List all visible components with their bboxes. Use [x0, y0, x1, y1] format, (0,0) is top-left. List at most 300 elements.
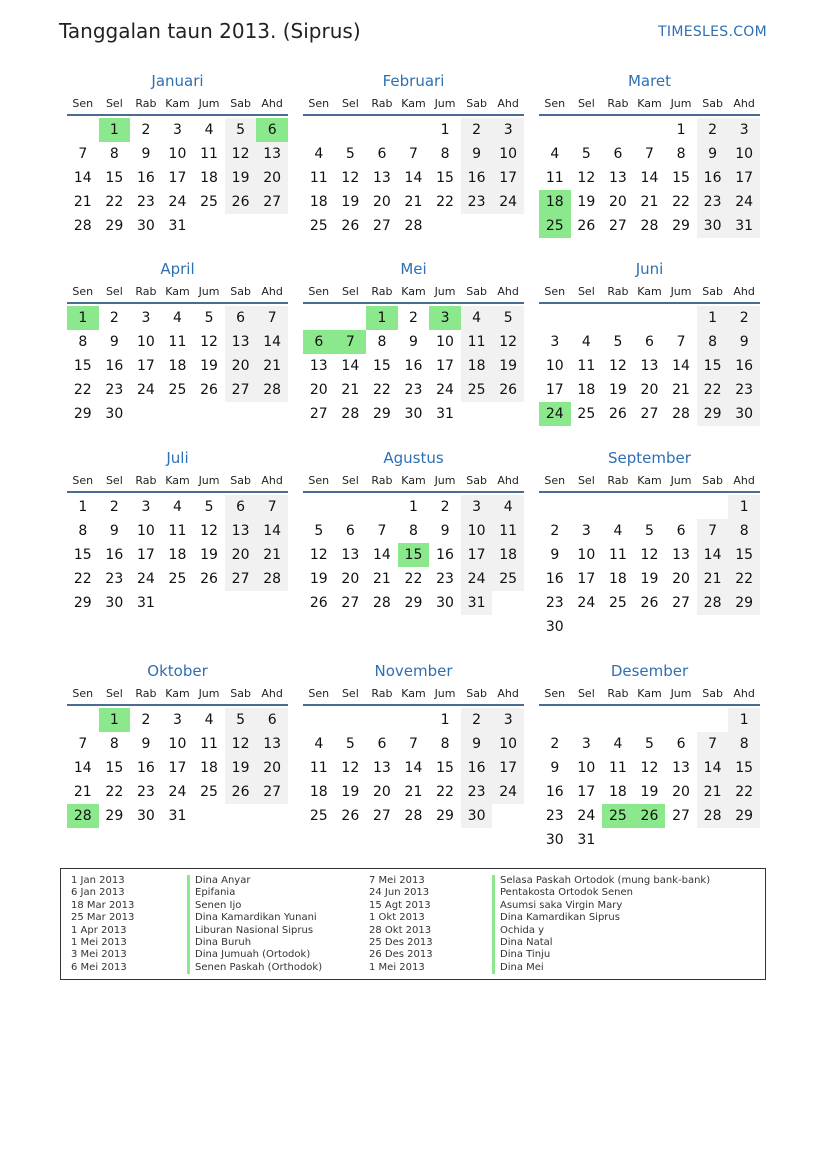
day-cell[interactable]: 4 [314, 736, 324, 752]
day-cell[interactable]: 12 [200, 334, 218, 350]
day-cell[interactable]: 20 [608, 194, 627, 210]
day-cell[interactable]: 5 [204, 499, 214, 515]
day-cell[interactable]: 23 [105, 571, 124, 587]
day-cell[interactable]: 1 [440, 712, 450, 728]
day-cell[interactable]: 29 [404, 595, 423, 611]
day-cell[interactable]: 16 [436, 547, 454, 563]
day-cell[interactable]: 2 [440, 499, 450, 515]
day-cell[interactable]: 25 [309, 808, 328, 824]
day-cell[interactable]: 5 [645, 523, 654, 539]
day-cell[interactable]: 5 [345, 146, 355, 162]
day-cell[interactable]: 27 [640, 406, 659, 422]
day-cell[interactable]: 11 [545, 170, 564, 186]
day-cell[interactable]: 8 [78, 334, 88, 350]
day-cell[interactable]: 29 [105, 808, 124, 824]
day-cell[interactable]: 5 [613, 334, 623, 350]
day-cell[interactable]: 19 [608, 382, 627, 398]
day-cell[interactable]: 20 [372, 784, 391, 800]
day-cell[interactable]: 15 [728, 543, 760, 567]
day-cell[interactable]: 20 [256, 166, 288, 190]
day-cell[interactable]: 16 [105, 358, 124, 374]
day-cell[interactable]: 16 [545, 784, 564, 800]
day-cell[interactable]: 30 [545, 619, 564, 635]
day-cell[interactable]: 23 [545, 595, 564, 611]
day-cell[interactable]: 10 [728, 142, 760, 166]
holiday-day-cell[interactable]: 28 [67, 804, 99, 828]
day-cell[interactable]: 17 [728, 166, 760, 190]
day-cell[interactable]: 15 [728, 756, 760, 780]
day-cell[interactable]: 10 [168, 146, 187, 162]
day-cell[interactable]: 13 [672, 547, 690, 563]
day-cell[interactable]: 29 [728, 591, 760, 615]
day-cell[interactable]: 29 [73, 595, 92, 611]
day-cell[interactable]: 28 [256, 567, 288, 591]
day-cell[interactable]: 9 [461, 142, 493, 166]
day-cell[interactable]: 25 [168, 571, 187, 587]
day-cell[interactable]: 17 [436, 358, 454, 374]
day-cell[interactable]: 21 [256, 543, 288, 567]
day-cell[interactable]: 10 [545, 358, 564, 374]
day-cell[interactable]: 5 [645, 736, 654, 752]
day-cell[interactable]: 5 [492, 306, 524, 330]
day-cell[interactable]: 26 [608, 406, 627, 422]
day-cell[interactable]: 18 [309, 194, 328, 210]
day-cell[interactable]: 11 [608, 547, 627, 563]
day-cell[interactable]: 20 [309, 382, 328, 398]
day-cell[interactable]: 25 [608, 595, 627, 611]
day-cell[interactable]: 2 [728, 306, 760, 330]
day-cell[interactable]: 30 [404, 406, 423, 422]
day-cell[interactable]: 7 [409, 736, 418, 752]
day-cell[interactable]: 10 [436, 334, 454, 350]
day-cell[interactable]: 13 [372, 170, 391, 186]
day-cell[interactable]: 18 [309, 784, 328, 800]
day-cell[interactable]: 12 [492, 330, 524, 354]
day-cell[interactable]: 10 [168, 736, 187, 752]
day-cell[interactable]: 23 [136, 784, 155, 800]
day-cell[interactable]: 10 [492, 732, 524, 756]
day-cell[interactable]: 28 [404, 218, 423, 234]
day-cell[interactable]: 30 [697, 214, 729, 238]
day-cell[interactable]: 7 [645, 146, 654, 162]
day-cell[interactable]: 26 [577, 218, 596, 234]
day-cell[interactable]: 10 [136, 523, 155, 539]
day-cell[interactable]: 23 [697, 190, 729, 214]
day-cell[interactable]: 3 [461, 495, 493, 519]
day-cell[interactable]: 24 [577, 808, 596, 824]
day-cell[interactable]: 27 [608, 218, 627, 234]
day-cell[interactable]: 12 [640, 760, 659, 776]
day-cell[interactable]: 11 [309, 170, 328, 186]
day-cell[interactable]: 28 [640, 218, 659, 234]
day-cell[interactable]: 24 [136, 382, 155, 398]
day-cell[interactable]: 4 [581, 334, 591, 350]
day-cell[interactable]: 12 [225, 142, 257, 166]
day-cell[interactable]: 25 [492, 567, 524, 591]
day-cell[interactable]: 19 [640, 784, 659, 800]
day-cell[interactable]: 21 [404, 784, 423, 800]
day-cell[interactable]: 1 [697, 306, 729, 330]
day-cell[interactable]: 18 [168, 547, 187, 563]
day-cell[interactable]: 9 [550, 760, 560, 776]
day-cell[interactable]: 4 [173, 310, 182, 326]
holiday-day-cell[interactable]: 6 [256, 118, 288, 142]
day-cell[interactable]: 14 [672, 358, 690, 374]
day-cell[interactable]: 22 [697, 378, 729, 402]
day-cell[interactable]: 8 [440, 736, 450, 752]
day-cell[interactable]: 22 [105, 784, 124, 800]
day-cell[interactable]: 28 [341, 406, 360, 422]
day-cell[interactable]: 30 [545, 832, 564, 848]
day-cell[interactable]: 11 [608, 760, 627, 776]
day-cell[interactable]: 10 [577, 760, 596, 776]
holiday-day-cell[interactable]: 1 [67, 306, 99, 330]
day-cell[interactable]: 11 [492, 519, 524, 543]
day-cell[interactable]: 12 [225, 732, 257, 756]
day-cell[interactable]: 15 [372, 358, 391, 374]
day-cell[interactable]: 17 [168, 170, 187, 186]
day-cell[interactable]: 4 [613, 736, 623, 752]
day-cell[interactable]: 2 [550, 523, 560, 539]
day-cell[interactable]: 20 [225, 543, 257, 567]
day-cell[interactable]: 14 [73, 760, 92, 776]
day-cell[interactable]: 11 [200, 736, 218, 752]
day-cell[interactable]: 1 [728, 708, 760, 732]
day-cell[interactable]: 12 [309, 547, 328, 563]
day-cell[interactable]: 17 [577, 571, 596, 587]
day-cell[interactable]: 25 [309, 218, 328, 234]
day-cell[interactable]: 14 [697, 543, 729, 567]
day-cell[interactable]: 18 [608, 784, 627, 800]
holiday-day-cell[interactable]: 1 [366, 306, 398, 330]
day-cell[interactable]: 13 [256, 142, 288, 166]
day-cell[interactable]: 3 [141, 499, 151, 515]
day-cell[interactable]: 19 [200, 358, 218, 374]
day-cell[interactable]: 8 [697, 330, 729, 354]
day-cell[interactable]: 15 [436, 170, 454, 186]
day-cell[interactable]: 24 [728, 190, 760, 214]
day-cell[interactable]: 16 [697, 166, 729, 190]
day-cell[interactable]: 22 [672, 194, 690, 210]
day-cell[interactable]: 23 [436, 571, 454, 587]
day-cell[interactable]: 9 [409, 334, 418, 350]
day-cell[interactable]: 9 [440, 523, 450, 539]
day-cell[interactable]: 10 [577, 547, 596, 563]
day-cell[interactable]: 23 [105, 382, 124, 398]
day-cell[interactable]: 18 [492, 543, 524, 567]
day-cell[interactable]: 30 [728, 402, 760, 426]
day-cell[interactable]: 27 [256, 780, 288, 804]
day-cell[interactable]: 26 [225, 190, 257, 214]
day-cell[interactable]: 3 [492, 118, 524, 142]
day-cell[interactable]: 19 [309, 571, 328, 587]
day-cell[interactable]: 2 [697, 118, 729, 142]
day-cell[interactable]: 17 [136, 358, 155, 374]
day-cell[interactable]: 26 [492, 378, 524, 402]
day-cell[interactable]: 3 [173, 122, 182, 138]
day-cell[interactable]: 14 [372, 547, 391, 563]
day-cell[interactable]: 16 [136, 760, 155, 776]
day-cell[interactable]: 23 [461, 780, 493, 804]
day-cell[interactable]: 16 [461, 166, 493, 190]
day-cell[interactable]: 26 [341, 218, 360, 234]
holiday-day-cell[interactable]: 26 [634, 804, 666, 828]
day-cell[interactable]: 19 [577, 194, 596, 210]
day-cell[interactable]: 9 [550, 547, 560, 563]
day-cell[interactable]: 8 [676, 146, 686, 162]
day-cell[interactable]: 17 [577, 784, 596, 800]
day-cell[interactable]: 27 [372, 808, 391, 824]
day-cell[interactable]: 23 [136, 194, 155, 210]
day-cell[interactable]: 22 [105, 194, 124, 210]
day-cell[interactable]: 23 [461, 190, 493, 214]
day-cell[interactable]: 5 [225, 708, 257, 732]
day-cell[interactable]: 13 [225, 330, 257, 354]
day-cell[interactable]: 11 [309, 760, 328, 776]
day-cell[interactable]: 23 [545, 808, 564, 824]
day-cell[interactable]: 7 [409, 146, 418, 162]
day-cell[interactable]: 15 [436, 760, 454, 776]
day-cell[interactable]: 3 [492, 708, 524, 732]
day-cell[interactable]: 10 [492, 142, 524, 166]
day-cell[interactable]: 5 [225, 118, 257, 142]
day-cell[interactable]: 18 [200, 170, 218, 186]
day-cell[interactable]: 26 [225, 780, 257, 804]
day-cell[interactable]: 12 [341, 760, 360, 776]
day-cell[interactable]: 28 [697, 804, 729, 828]
day-cell[interactable]: 30 [136, 808, 155, 824]
day-cell[interactable]: 25 [168, 382, 187, 398]
day-cell[interactable]: 22 [73, 382, 92, 398]
day-cell[interactable]: 2 [109, 310, 119, 326]
day-cell[interactable]: 13 [309, 358, 328, 374]
day-cell[interactable]: 13 [341, 547, 360, 563]
day-cell[interactable]: 14 [256, 330, 288, 354]
day-cell[interactable]: 21 [372, 571, 391, 587]
day-cell[interactable]: 3 [581, 523, 591, 539]
day-cell[interactable]: 28 [256, 378, 288, 402]
day-cell[interactable]: 29 [672, 218, 690, 234]
day-cell[interactable]: 29 [697, 402, 729, 426]
day-cell[interactable]: 27 [372, 218, 391, 234]
day-cell[interactable]: 22 [728, 780, 760, 804]
day-cell[interactable]: 14 [256, 519, 288, 543]
holiday-day-cell[interactable]: 25 [602, 804, 634, 828]
day-cell[interactable]: 15 [697, 354, 729, 378]
day-cell[interactable]: 11 [200, 146, 218, 162]
day-cell[interactable]: 7 [697, 519, 729, 543]
day-cell[interactable]: 18 [200, 760, 218, 776]
day-cell[interactable]: 16 [404, 358, 423, 374]
day-cell[interactable]: 24 [136, 571, 155, 587]
day-cell[interactable]: 8 [728, 519, 760, 543]
day-cell[interactable]: 25 [200, 784, 218, 800]
holiday-day-cell[interactable]: 25 [539, 214, 571, 238]
day-cell[interactable]: 14 [73, 170, 92, 186]
day-cell[interactable]: 16 [728, 354, 760, 378]
day-cell[interactable]: 4 [461, 306, 493, 330]
day-cell[interactable]: 2 [141, 122, 151, 138]
day-cell[interactable]: 31 [577, 832, 596, 848]
day-cell[interactable]: 21 [256, 354, 288, 378]
day-cell[interactable]: 21 [672, 382, 690, 398]
day-cell[interactable]: 30 [436, 595, 454, 611]
day-cell[interactable]: 27 [225, 567, 257, 591]
holiday-day-cell[interactable]: 3 [429, 306, 461, 330]
day-cell[interactable]: 17 [136, 547, 155, 563]
day-cell[interactable]: 15 [672, 170, 690, 186]
holiday-day-cell[interactable]: 1 [99, 708, 131, 732]
day-cell[interactable]: 28 [672, 406, 690, 422]
day-cell[interactable]: 14 [697, 756, 729, 780]
day-cell[interactable]: 15 [73, 547, 92, 563]
day-cell[interactable]: 27 [672, 595, 690, 611]
day-cell[interactable]: 18 [168, 358, 187, 374]
day-cell[interactable]: 9 [109, 523, 119, 539]
day-cell[interactable]: 10 [136, 334, 155, 350]
day-cell[interactable]: 22 [436, 784, 454, 800]
day-cell[interactable]: 24 [168, 194, 187, 210]
day-cell[interactable]: 18 [608, 571, 627, 587]
day-cell[interactable]: 15 [73, 358, 92, 374]
day-cell[interactable]: 16 [461, 756, 493, 780]
day-cell[interactable]: 4 [550, 146, 560, 162]
day-cell[interactable]: 31 [168, 218, 187, 234]
day-cell[interactable]: 4 [173, 499, 182, 515]
day-cell[interactable]: 1 [728, 495, 760, 519]
day-cell[interactable]: 11 [461, 330, 493, 354]
day-cell[interactable]: 6 [225, 306, 257, 330]
day-cell[interactable]: 27 [672, 808, 690, 824]
day-cell[interactable]: 9 [697, 142, 729, 166]
day-cell[interactable]: 31 [436, 406, 454, 422]
day-cell[interactable]: 1 [676, 122, 686, 138]
day-cell[interactable]: 20 [225, 354, 257, 378]
day-cell[interactable]: 5 [204, 310, 214, 326]
day-cell[interactable]: 8 [409, 523, 418, 539]
day-cell[interactable]: 5 [581, 146, 591, 162]
day-cell[interactable]: 4 [613, 523, 623, 539]
day-cell[interactable]: 20 [341, 571, 360, 587]
day-cell[interactable]: 26 [309, 595, 328, 611]
day-cell[interactable]: 22 [372, 382, 391, 398]
day-cell[interactable]: 28 [697, 591, 729, 615]
day-cell[interactable]: 13 [256, 732, 288, 756]
day-cell[interactable]: 29 [372, 406, 391, 422]
holiday-day-cell[interactable]: 15 [398, 543, 430, 567]
day-cell[interactable]: 9 [728, 330, 760, 354]
day-cell[interactable]: 6 [645, 334, 654, 350]
day-cell[interactable]: 3 [173, 712, 182, 728]
day-cell[interactable]: 7 [78, 736, 88, 752]
day-cell[interactable]: 2 [461, 118, 493, 142]
day-cell[interactable]: 14 [640, 170, 659, 186]
day-cell[interactable]: 21 [341, 382, 360, 398]
day-cell[interactable]: 31 [136, 595, 155, 611]
day-cell[interactable]: 26 [640, 595, 659, 611]
day-cell[interactable]: 24 [168, 784, 187, 800]
day-cell[interactable]: 3 [550, 334, 560, 350]
day-cell[interactable]: 8 [377, 334, 387, 350]
day-cell[interactable]: 16 [136, 170, 155, 186]
day-cell[interactable]: 2 [109, 499, 119, 515]
holiday-day-cell[interactable]: 6 [303, 330, 335, 354]
day-cell[interactable]: 14 [404, 760, 423, 776]
day-cell[interactable]: 3 [581, 736, 591, 752]
day-cell[interactable]: 6 [225, 495, 257, 519]
day-cell[interactable]: 11 [168, 334, 187, 350]
day-cell[interactable]: 17 [492, 166, 524, 190]
day-cell[interactable]: 13 [608, 170, 627, 186]
day-cell[interactable]: 28 [73, 218, 92, 234]
day-cell[interactable]: 27 [309, 406, 328, 422]
day-cell[interactable]: 13 [225, 519, 257, 543]
day-cell[interactable]: 17 [168, 760, 187, 776]
day-cell[interactable]: 30 [105, 406, 124, 422]
day-cell[interactable]: 22 [728, 567, 760, 591]
day-cell[interactable]: 24 [492, 780, 524, 804]
day-cell[interactable]: 8 [109, 146, 119, 162]
day-cell[interactable]: 17 [461, 543, 493, 567]
day-cell[interactable]: 5 [345, 736, 355, 752]
day-cell[interactable]: 21 [404, 194, 423, 210]
day-cell[interactable]: 24 [436, 382, 454, 398]
day-cell[interactable]: 27 [341, 595, 360, 611]
day-cell[interactable]: 27 [256, 190, 288, 214]
day-cell[interactable]: 2 [409, 310, 418, 326]
day-cell[interactable]: 29 [728, 804, 760, 828]
day-cell[interactable]: 2 [141, 712, 151, 728]
day-cell[interactable]: 17 [545, 382, 564, 398]
day-cell[interactable]: 6 [377, 146, 387, 162]
day-cell[interactable]: 26 [200, 571, 218, 587]
day-cell[interactable]: 29 [73, 406, 92, 422]
day-cell[interactable]: 4 [314, 146, 324, 162]
day-cell[interactable]: 11 [168, 523, 187, 539]
day-cell[interactable]: 4 [204, 712, 214, 728]
holiday-day-cell[interactable]: 1 [99, 118, 131, 142]
day-cell[interactable]: 21 [640, 194, 659, 210]
day-cell[interactable]: 8 [109, 736, 119, 752]
day-cell[interactable]: 12 [200, 523, 218, 539]
day-cell[interactable]: 6 [345, 523, 355, 539]
day-cell[interactable]: 1 [440, 122, 450, 138]
day-cell[interactable]: 6 [676, 523, 686, 539]
day-cell[interactable]: 12 [341, 170, 360, 186]
day-cell[interactable]: 2 [461, 708, 493, 732]
day-cell[interactable]: 6 [256, 708, 288, 732]
day-cell[interactable]: 22 [73, 571, 92, 587]
day-cell[interactable]: 27 [225, 378, 257, 402]
day-cell[interactable]: 9 [141, 736, 151, 752]
day-cell[interactable]: 30 [136, 218, 155, 234]
day-cell[interactable]: 31 [461, 591, 493, 615]
day-cell[interactable]: 6 [613, 146, 623, 162]
day-cell[interactable]: 22 [436, 194, 454, 210]
day-cell[interactable]: 9 [109, 334, 119, 350]
day-cell[interactable]: 19 [200, 547, 218, 563]
day-cell[interactable]: 12 [577, 170, 596, 186]
day-cell[interactable]: 29 [436, 808, 454, 824]
day-cell[interactable]: 21 [73, 194, 92, 210]
day-cell[interactable]: 28 [372, 595, 391, 611]
day-cell[interactable]: 12 [640, 547, 659, 563]
day-cell[interactable]: 4 [204, 122, 214, 138]
holiday-day-cell[interactable]: 24 [539, 402, 571, 426]
day-cell[interactable]: 23 [404, 382, 423, 398]
day-cell[interactable]: 19 [341, 194, 360, 210]
day-cell[interactable]: 7 [377, 523, 387, 539]
